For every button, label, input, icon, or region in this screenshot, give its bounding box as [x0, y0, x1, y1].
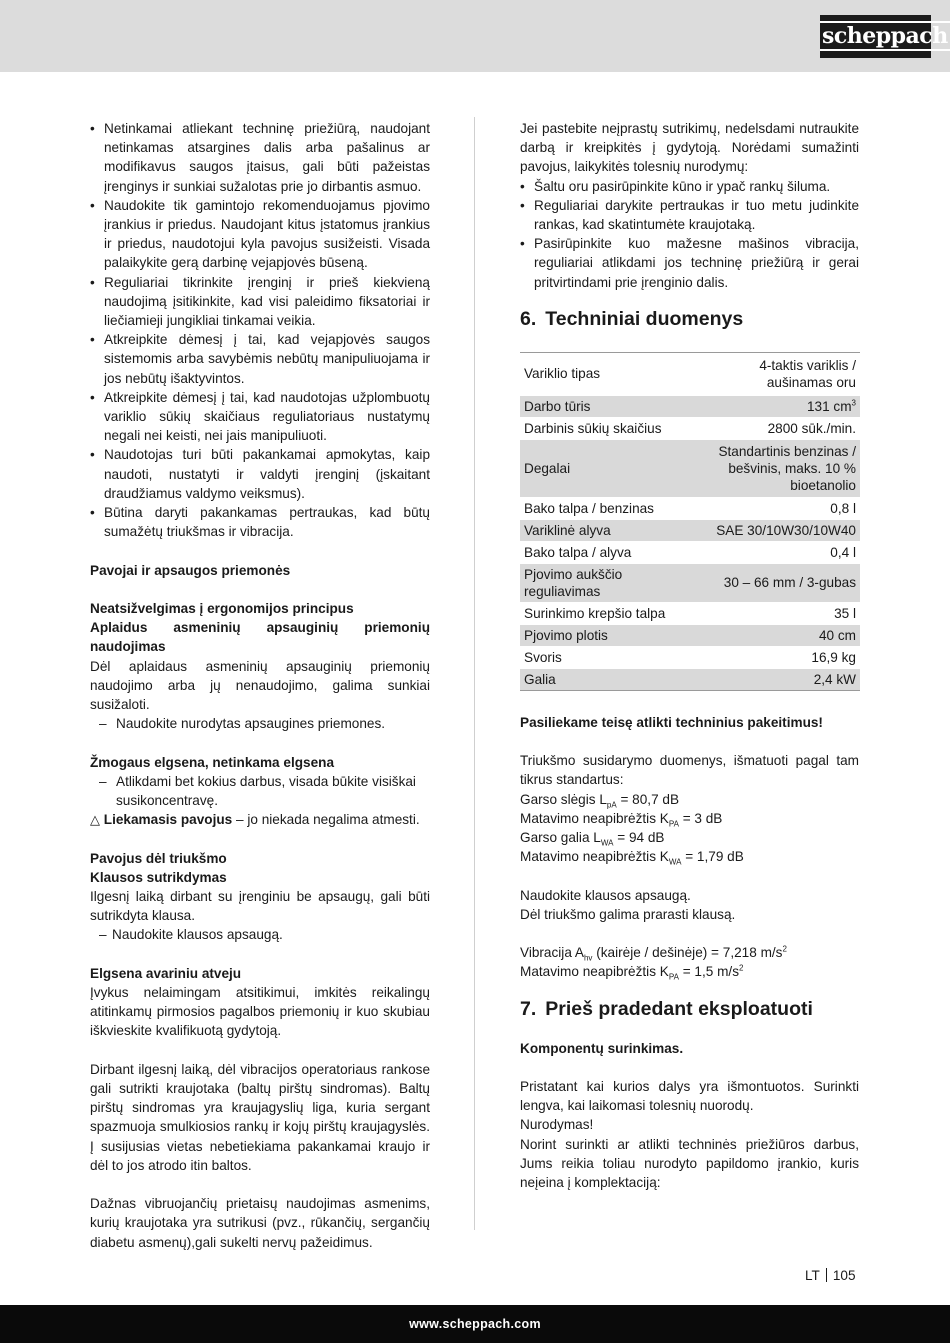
list-item: • Netinkamai atliekant techninę priežiūrą, naudojant netinkamas atsargines dalis arba pašalinus ar modifikavus saugos įtaisus, gali būti pažeistas įrenginys ir sunkiai sužalotas prie jo dirbantis asmuo. — [90, 119, 430, 196]
vibration-paragraph: Dirbant ilgesnį laiką, dėl vibracijos operatoriaus rankose gali sutrikti kraujotaka (baltų pirštų sindromas). Baltų pirštų sindromas yra kraujagyslių liga, kuria sergant spazmuoja smulkiosios rankų ir kojų pirštų kraujagyslės. Į susijusias vietas nebetiekiama pakankamai kraujo ir dėl to jos atrodo itin baltos. — [90, 1061, 430, 1173]
spec-value: 131 $cm^3$ — [690, 395, 860, 417]
spec-value: 2,4 kW — [690, 668, 860, 690]
section-7-heading: 7. Prieš pradedant eksploatuoti — [520, 997, 813, 1020]
list-item: • Atkreipkite dėmesį į tai, kad naudotojas užplombuotų variklio sūkių skaičiaus reguliatoriaus nustatymų negali nei keisti, nei jais manipuliuoti. — [90, 388, 430, 446]
language-code: LT — [805, 1268, 820, 1283]
assembly-note-label: Nurodymas! — [520, 1117, 594, 1133]
spec-key: Galia — [520, 668, 690, 690]
spec-key: Pjovimo aukščio reguliavimas — [520, 563, 690, 602]
hearing-loss-note: Dėl triukšmo galima prarasti klausą. — [520, 906, 736, 922]
right-column — [520, 119, 859, 1192]
hazards-heading: Pavojai ir apsaugos priemonės — [90, 562, 291, 578]
reserve-notice: Pasiliekame teisę atlikti techninius pakeitimus! — [520, 714, 823, 730]
vibration-bullet-list — [520, 177, 859, 292]
spec-value: 4-taktis variklis / aušinamas oru — [690, 352, 860, 395]
table-row — [520, 395, 860, 417]
hearing-protection-note: Naudokite klausos apsaugą. — [520, 887, 691, 903]
spec-value: Standartinis benzinas / bešvinis, maks. 10 % bioetanolio — [690, 439, 860, 497]
spec-key: Bako talpa / benzinas — [520, 497, 690, 519]
spec-key: Variklinė alyva — [520, 519, 690, 541]
spec-value: 0,8 l — [690, 497, 860, 519]
spec-value: 30 – 66 mm / 3-gubas — [690, 563, 860, 602]
spec-key: Surinkimo krepšio talpa — [520, 602, 690, 624]
sound-pressure-line: Garso slėgis $L_{pA} = 80,7$ dB — [520, 791, 680, 810]
table-row — [520, 646, 860, 668]
assembly-note-text: Norint surinkti ar atlikti techninės priežiūros darbus, Jums reikia toliau nurodyto papildomo įrankio, kuris neįeina į komplektaciją: — [520, 1136, 859, 1191]
table-row — [520, 624, 860, 646]
scheppach-logo: scheppach — [820, 15, 931, 58]
spec-value: 16,9 kg — [690, 646, 860, 668]
separator — [826, 1268, 827, 1282]
page-number — [805, 1266, 856, 1285]
emergency-text: Įvykus nelaimingam atsitikimui, imkitės reikalingų atitinkamų pirmosios pagalbos priemonių ir kuo skubiau iškvieskite kvalifikuotą gydytoją. — [90, 985, 430, 1039]
noise-intro: Triukšmo susidarymo duomenys, išmatuoti pagal tam tikrus standartus: — [520, 753, 859, 788]
section-6-heading: 6. Techniniai duomenys — [520, 307, 744, 330]
sound-pressure-uncertainty-line: Matavimo neapibrėžtis $K_{PA} = 3$ dB — [520, 810, 723, 829]
website-link[interactable]: www.scheppach.com — [409, 1317, 541, 1331]
ppe-instruction: – Naudokite nurodytas apsaugines priemones. — [90, 714, 430, 733]
residual-risk-text: – jo niekada negalima atmesti. — [232, 812, 420, 828]
ergonomics-heading: Neatsižvelgimas į ergonomijos principus — [90, 601, 354, 617]
spec-key: Svoris — [520, 646, 690, 668]
vibration-uncertainty-line: Matavimo neapibrėžtis $K_{PA} = 1,5$ $m/s^2$ — [520, 963, 744, 983]
spec-key: Darbo tūris — [520, 395, 690, 417]
spec-value: 0,4 l — [690, 541, 860, 563]
residual-risk-line — [90, 810, 430, 829]
header-bar — [0, 0, 950, 72]
spec-value: SAE 30/10W30/10W40 — [690, 519, 860, 541]
list-item: • Pasirūpinkite kuo mažesne mašinos vibracija, reguliariai atlikdami jos techninę priežiūrą ir gerai pritvirtindami prie įrenginio dalis. — [520, 234, 859, 292]
vibration-line: Vibracija $A_{hv}$ (kairėje / dešinėje) = 7,218 $m/s^2$ — [520, 944, 787, 963]
table-row — [520, 668, 860, 690]
list-item: • Naudotojas turi būti pakankamai apmokytas, kaip naudoti, nustatyti ir valdyti įrenginį (įskaitant draudžiamus valdymo veiksmus). — [90, 445, 430, 503]
assembly-text: Pristatant kai kurios dalys yra išmontuotos. Surinkti lengva, kai laikomasi tolesnių nuorodų. — [520, 1079, 859, 1114]
table-row — [520, 417, 860, 439]
behaviour-heading: Žmogaus elgsena, netinkama elgsena — [90, 754, 335, 770]
warning-triangle-icon: △ — [90, 812, 100, 828]
spec-key: Bako talpa / alyva — [520, 541, 690, 563]
ppe-heading: Aplaidus asmeninių apsauginių priemonių naudojimas — [90, 620, 430, 655]
sound-power-uncertainty-line: Matavimo neapibrėžtis $K_{WA} = 1,79$ dB — [520, 849, 744, 867]
noise-heading: Pavojus dėl triukšmo — [90, 850, 227, 866]
technical-data-table — [520, 352, 860, 691]
table-row — [520, 541, 860, 563]
table-row — [520, 602, 860, 624]
residual-risk-label: Liekamasis pavojus — [103, 812, 233, 828]
table-row — [520, 352, 860, 395]
hearing-instruction: – Naudokite klausos apsaugą. — [90, 925, 430, 944]
sound-power-line: Garso galia $L_{WA} = 94$ dB — [520, 830, 665, 848]
assembly-heading: Komponentų surinkimas. — [520, 1040, 684, 1056]
table-row — [520, 563, 860, 602]
spec-value: 40 cm — [690, 624, 860, 646]
spec-key: Degalai — [520, 439, 690, 497]
table-row — [520, 519, 860, 541]
spec-key: Darbinis sūkių skaičius — [520, 417, 690, 439]
spec-key: Pjovimo plotis — [520, 624, 690, 646]
hearing-heading: Klausos sutrikdymas — [90, 869, 227, 885]
left-column — [90, 119, 430, 1252]
behaviour-instruction: – Atlikdami bet kokius darbus, visada būkite visiškai susikoncentravę. — [90, 772, 430, 810]
emergency-heading: Elgsena avariniu atveju — [90, 965, 242, 981]
list-item: • Šaltu oru pasirūpinkite kūno ir ypač rankų šiluma. — [520, 177, 859, 196]
hearing-text: Ilgesnį laiką dirbant su įrenginiu be apsaugų, gali būti sutrikdyta klausa. — [90, 889, 430, 924]
ppe-text: Dėl aplaidaus asmeninių apsauginių priemonių naudojimo arba jų nenaudojimo, galima sunkiai susižaloti. — [90, 658, 430, 713]
footer-bar — [0, 1305, 950, 1343]
table-row — [520, 497, 860, 519]
safety-bullet-list — [90, 119, 430, 541]
list-item: • Atkreipkite dėmesį į tai, kad vejapjovės saugos sistemomis arba savybėmis nebūtų manipuliuojama ir jos nebūtų išaktyvintos. — [90, 330, 430, 388]
vibration-intro: Jei pastebite neįprastų sutrikimų, nedelsdami nutraukite darbą ir kreipkitės į gydytoją. Norėdami sumažinti pavojus, laikykitės tolesnių nurodymų: — [520, 121, 859, 175]
column-divider — [474, 117, 475, 1230]
list-item: • Reguliariai darykite pertraukas ir tuo metu judinkite rankas, kad skatintumėte kraujotaką. — [520, 196, 859, 234]
list-item: • Reguliariai tikrinkite įrenginį ir prieš kiekvieną naudojimą įsitikinkite, kad visi paleidimo fiksatoriai ir liečiamieji jungikliai tinkamai veikia. — [90, 273, 430, 331]
table-row — [520, 439, 860, 497]
vibration-paragraph-2: Dažnas vibruojančių prietaisų naudojimas asmenims, kurių kraujotaka yra sutrikusi (pvz., rūkančių, sergančių diabetu asmenų),gali sukelti nervų pažeidimus. — [90, 1196, 430, 1250]
spec-value: 35 l — [690, 602, 860, 624]
spec-key: Variklio tipas — [520, 352, 690, 395]
list-item: • Būtina daryti pakankamas pertraukas, kad būtų sumažėtų triukšmas ir vibracija. — [90, 503, 430, 541]
list-item: • Naudokite tik gamintojo rekomenduojamus pjovimo įrankius ir priedus. Naudojant kitus įstatomus įrankius ir priedus, naudotojui kyla pavojus susižeisti. Visada palaikykite gerą darbinę vejapjovės būseną. — [90, 196, 430, 273]
spec-value: 2800 sūk./min. — [690, 417, 860, 439]
page-number-value: 105 — [832, 1268, 856, 1283]
